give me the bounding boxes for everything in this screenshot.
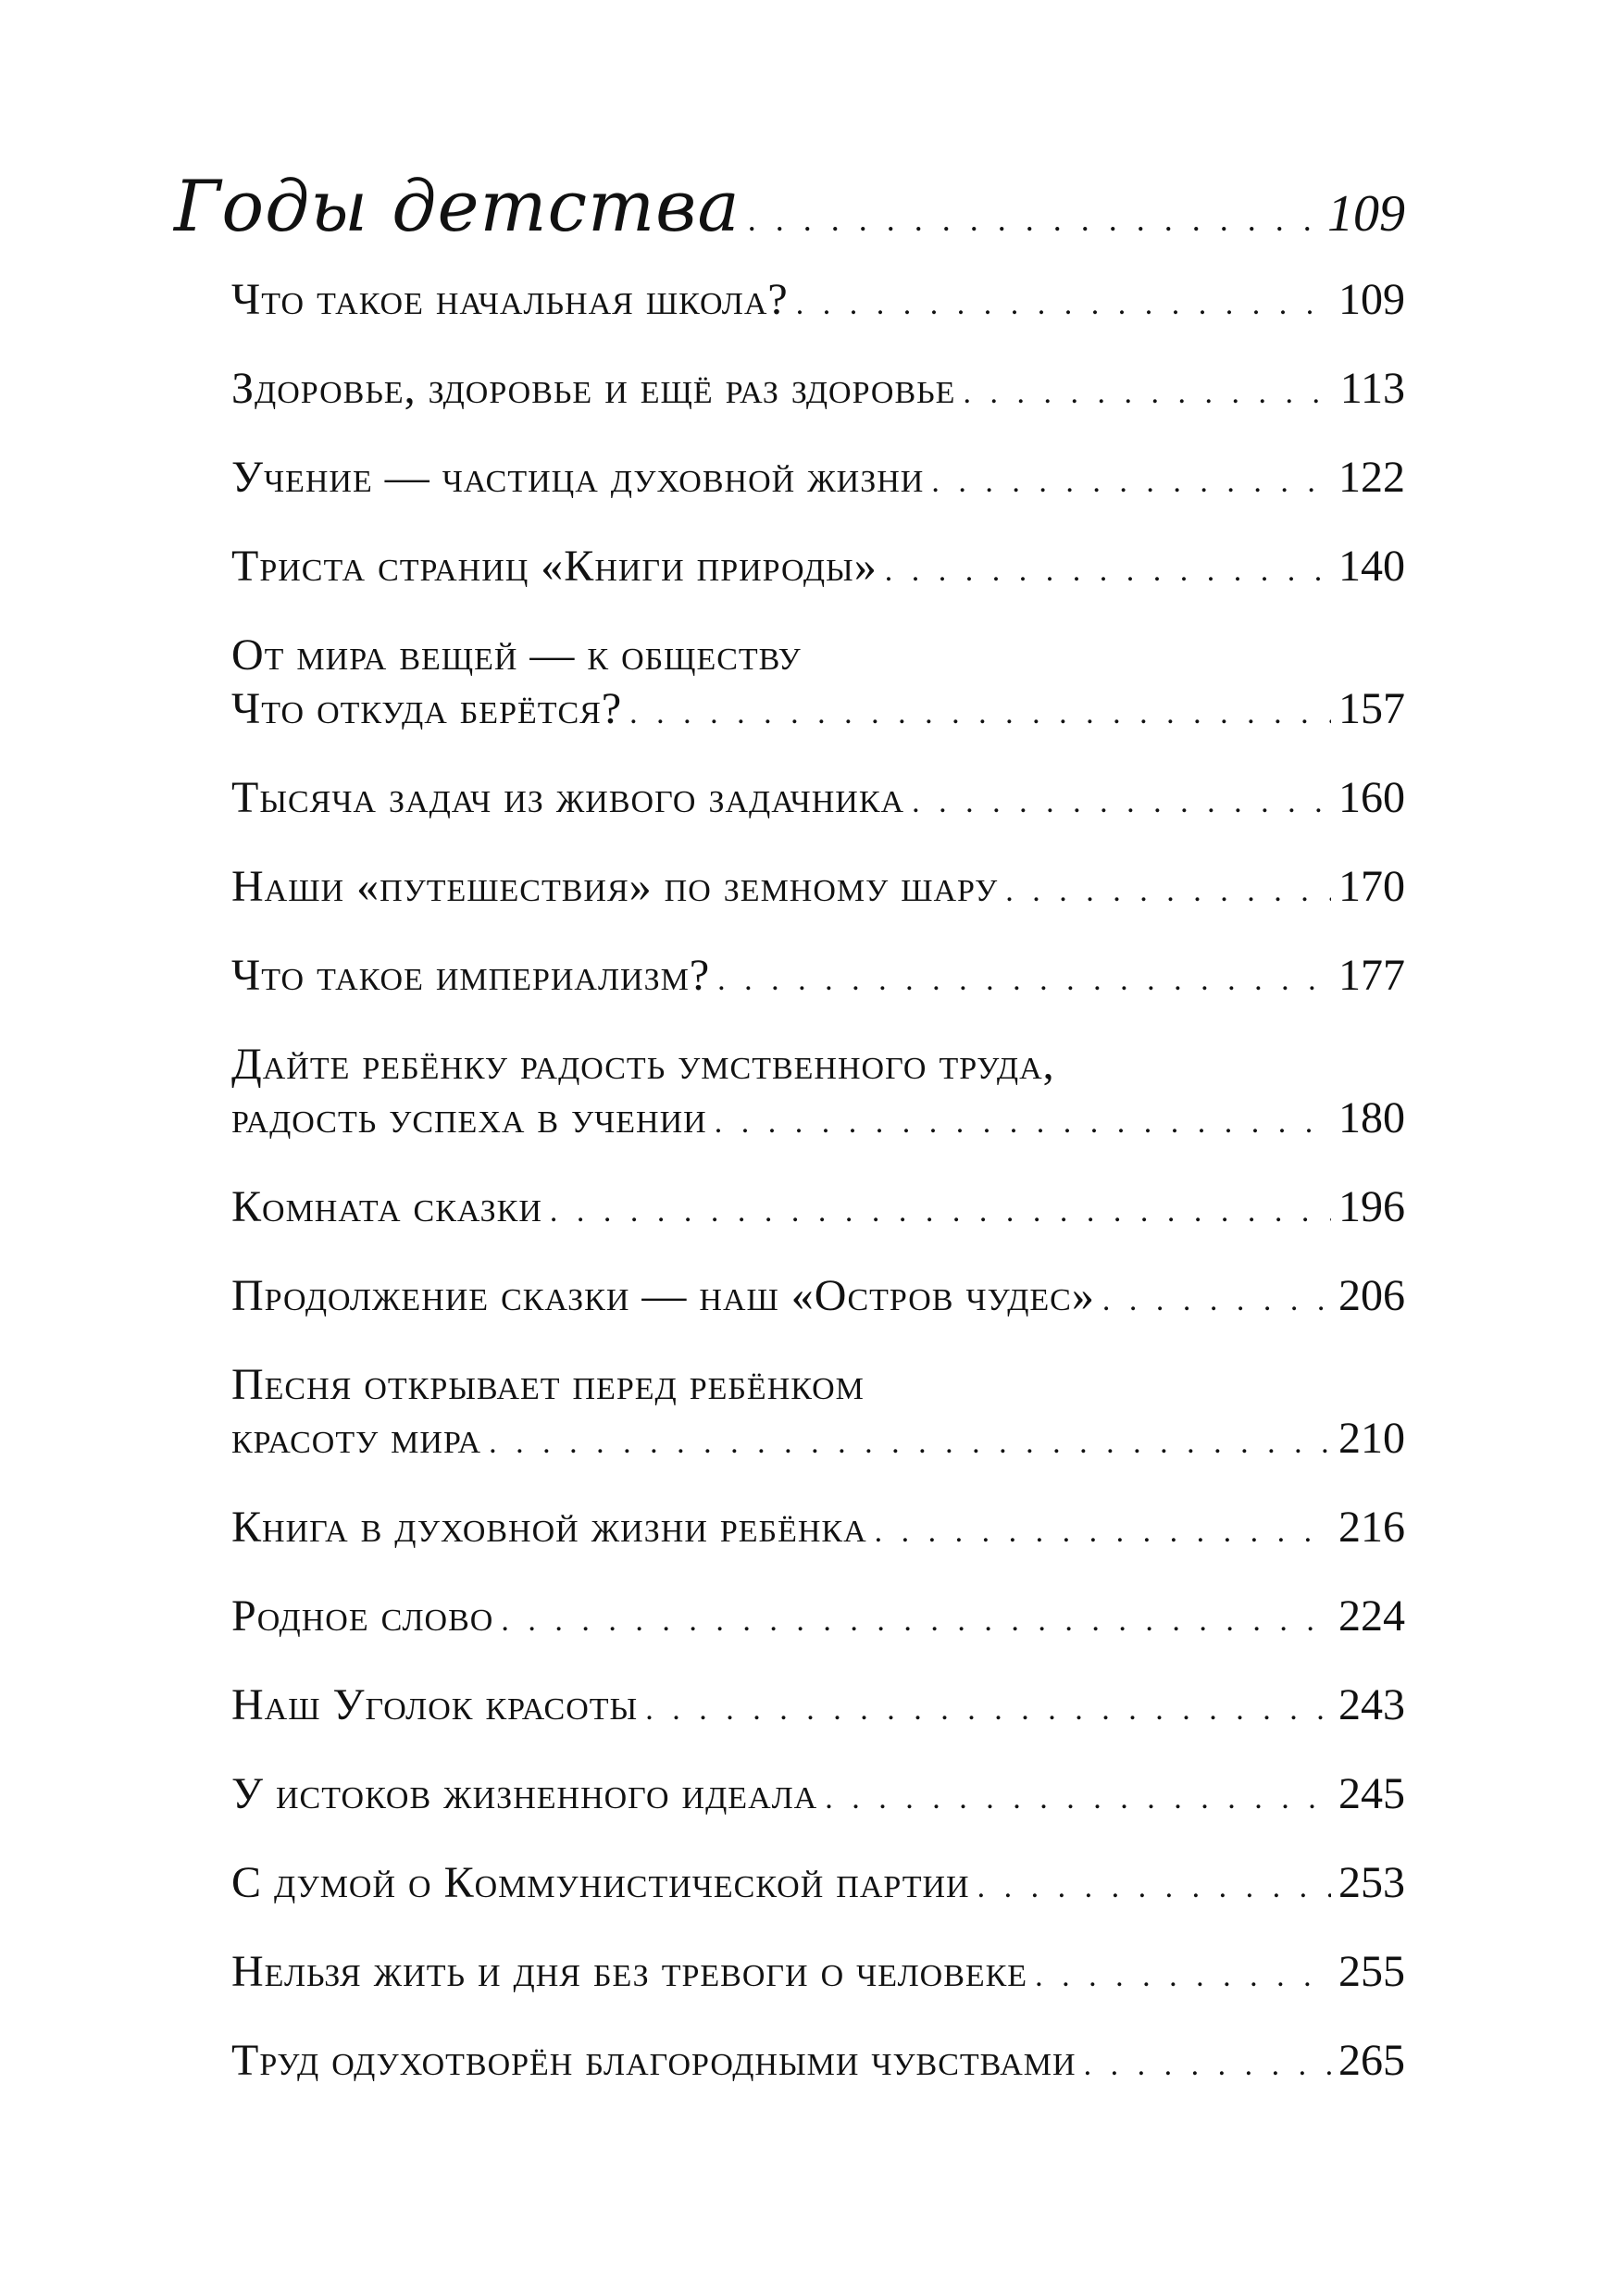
toc-entry-title: Продолжение сказки — наш «Остров чудес» xyxy=(231,1271,1095,1320)
dot-leader xyxy=(875,1516,1331,1548)
toc-entry-page: 109 xyxy=(1338,275,1405,324)
toc-entry-page: 265 xyxy=(1338,2036,1405,2085)
dot-leader xyxy=(931,467,1331,498)
dot-leader xyxy=(501,1605,1331,1637)
toc-entry-page: 253 xyxy=(1338,1858,1405,1907)
toc-entry[interactable] xyxy=(231,951,1405,1000)
toc-entry-page: 113 xyxy=(1339,364,1405,413)
dot-leader xyxy=(550,1196,1331,1228)
toc-entry-title: Песня открывает перед ребёнком xyxy=(231,1360,865,1409)
dot-leader xyxy=(912,787,1331,818)
toc-entry[interactable] xyxy=(231,1042,1405,1141)
toc-entry-title: От мира вещей — к обществу xyxy=(231,630,802,680)
toc-entry-page: 245 xyxy=(1338,1769,1405,1818)
toc-entry-title: Дайте ребёнку радость умственного труда, xyxy=(231,1040,1055,1089)
toc-entry[interactable] xyxy=(231,544,1405,589)
toc-entry-title-continued: красоту мира xyxy=(231,1414,482,1463)
toc-entry-page: 216 xyxy=(1338,1503,1405,1552)
toc-entry-page: 206 xyxy=(1338,1271,1405,1320)
toc-entry-page: 160 xyxy=(1338,773,1405,822)
dot-leader xyxy=(748,203,1320,236)
chapter-page-number: 109 xyxy=(1327,185,1405,243)
dot-leader xyxy=(715,1107,1331,1139)
toc-entry[interactable] xyxy=(231,364,1405,413)
dot-leader xyxy=(1102,1285,1331,1316)
toc-entry[interactable] xyxy=(231,1591,1405,1641)
toc-entry-title: Здоровье, здоровье и ещё раз здоровье xyxy=(231,364,956,413)
toc-entry-title: Наши «путешествия» по земному шару xyxy=(231,862,999,911)
toc-entry-page: 157 xyxy=(1338,684,1405,733)
toc-entry-title: Нельзя жить и дня без тревоги о человеке xyxy=(231,1947,1028,1996)
toc-entry-title: Тысяча задач из живого задачника xyxy=(231,773,905,822)
chapter-heading[interactable] xyxy=(174,165,1405,264)
toc-entry-page: 210 xyxy=(1338,1414,1405,1463)
toc-entry-title-continued: радость успеха в учении xyxy=(231,1093,707,1142)
toc-entry[interactable] xyxy=(231,862,1405,911)
toc-entry[interactable] xyxy=(231,1680,1405,1729)
toc-entry-page: 196 xyxy=(1338,1182,1405,1231)
dot-leader xyxy=(1005,876,1331,907)
toc-entry[interactable] xyxy=(231,1858,1405,1907)
toc-entry-list xyxy=(231,275,1405,2128)
dot-leader xyxy=(963,378,1332,409)
toc-entry-page: 122 xyxy=(1338,453,1405,502)
toc-entry-title: Что такое начальная школа? xyxy=(231,275,789,324)
dot-leader xyxy=(1084,2050,1331,2081)
dot-leader xyxy=(977,1872,1331,1903)
toc-entry-title: С думой о Коммунистической партии xyxy=(231,1858,970,1907)
toc-entry-title-continued: Что откуда берётся? xyxy=(231,684,623,733)
dot-leader xyxy=(717,965,1331,996)
toc-entry-page: 177 xyxy=(1338,951,1405,1000)
toc-entry-page: 140 xyxy=(1338,542,1405,591)
toc-entry-title: Что такое империализм? xyxy=(231,951,711,1000)
toc-entry-title: Триста страниц «Книги природы» xyxy=(231,542,877,591)
dot-leader xyxy=(885,555,1331,587)
toc-entry[interactable] xyxy=(231,1769,1405,1818)
toc-entry[interactable] xyxy=(231,1947,1405,1996)
toc-entry[interactable] xyxy=(231,1271,1405,1320)
toc-entry[interactable] xyxy=(231,1182,1405,1231)
toc-entry-title: Учение — частица духовной жизни xyxy=(231,453,925,502)
toc-entry[interactable] xyxy=(231,275,1405,324)
toc-entry-title: Труд одухотворён благородными чувствами xyxy=(231,2036,1077,2085)
dot-leader xyxy=(796,289,1331,320)
toc-entry-title: У истоков жизненного идеала xyxy=(231,1769,818,1818)
toc-entry[interactable] xyxy=(231,1505,1405,1550)
dot-leader xyxy=(645,1694,1331,1726)
toc-entry-page: 224 xyxy=(1338,1591,1405,1641)
chapter-title: Годы детства xyxy=(174,165,741,247)
toc-entry-title: Наш Уголок красоты xyxy=(231,1680,639,1729)
toc-entry-page: 170 xyxy=(1338,862,1405,911)
toc-entry-page: 243 xyxy=(1338,1680,1405,1729)
toc-entry[interactable] xyxy=(231,2036,1405,2085)
dot-leader xyxy=(1035,1961,1331,1992)
dot-leader xyxy=(489,1428,1331,1459)
toc-entry[interactable] xyxy=(231,773,1405,822)
toc-entry[interactable] xyxy=(231,630,1405,733)
dot-leader xyxy=(629,698,1331,730)
toc-entry[interactable] xyxy=(231,455,1405,500)
toc-entry-title: Книга в духовной жизни ребёнка xyxy=(231,1503,867,1552)
toc-entry-title: Родное слово xyxy=(231,1591,494,1641)
toc-entry-page: 255 xyxy=(1338,1947,1405,1996)
toc-entry-title: Комната сказки xyxy=(231,1182,542,1231)
toc-entry[interactable] xyxy=(231,1360,1405,1463)
dot-leader xyxy=(825,1783,1331,1815)
toc-entry-page: 180 xyxy=(1338,1093,1405,1142)
